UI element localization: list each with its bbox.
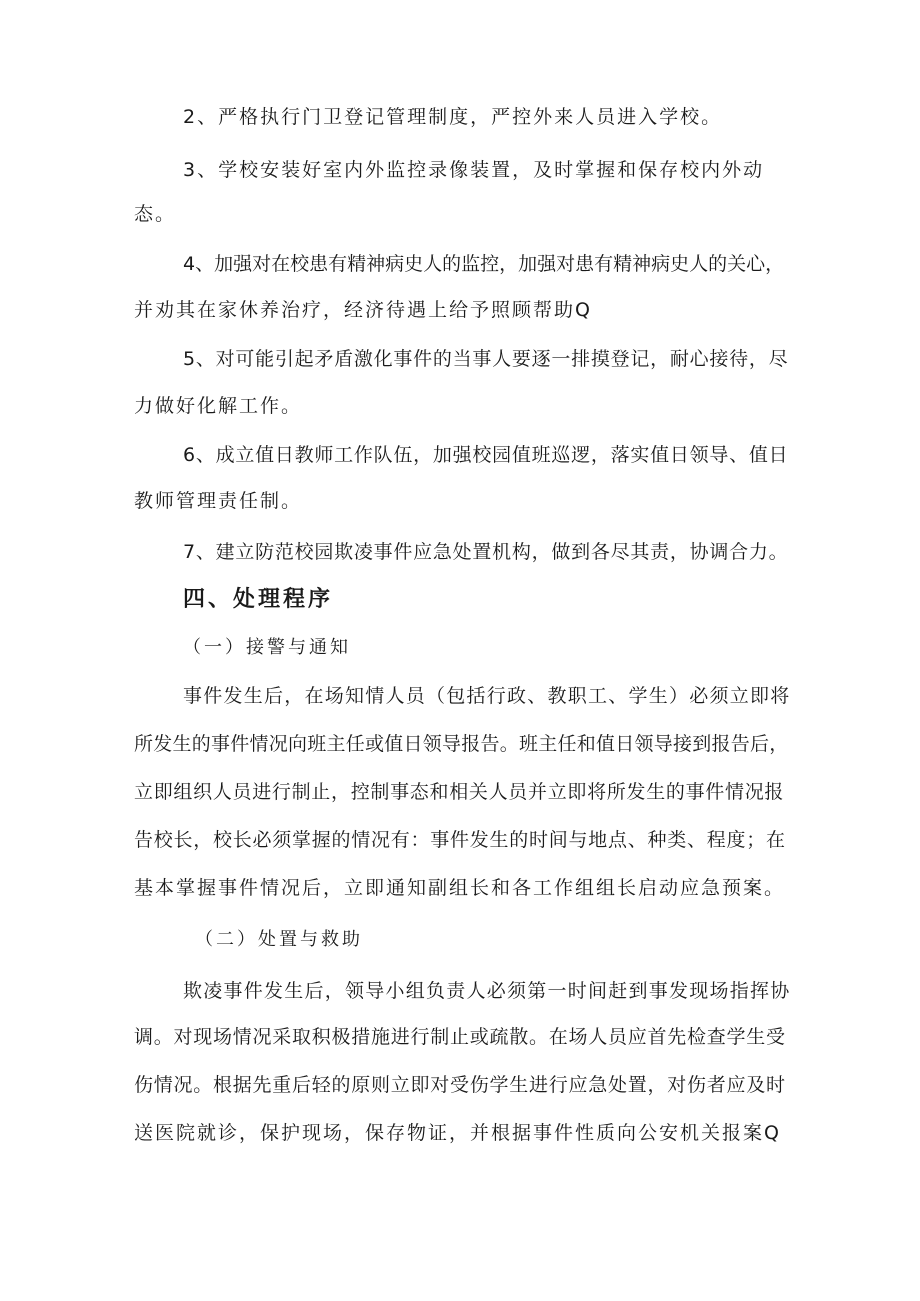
section-heading: 四、处理程序 (183, 587, 334, 612)
item-2: 2、严格执行门卫登记管理制度，严控外来人员进入学校。 (183, 106, 723, 128)
sub2-paragraph-line-2: 调。对现场情况采取积极措施进行制止或疏散。在场人员应首先检查学生受 (134, 1026, 786, 1048)
sub2-paragraph-line-3: 伤情况。根据先重后轻的原则立即对受伤学生进行应急处置，对伤者应及时 (134, 1074, 786, 1096)
sub1-paragraph-line-1: 事件发生后，在场知情人员（包括行政、教职工、学生）必须立即将 (183, 685, 791, 707)
item-6-line-2: 教师管理责任制。 (134, 490, 303, 512)
item-5-line-2: 力做好化解工作。 (134, 395, 303, 417)
sub2-paragraph-line-4: 送医院就诊，保护现场，保存物证，并根据事件性质向公安机关报案Q (134, 1122, 781, 1144)
item-5-line-1: 5、对可能引起矛盾激化事件的当事人要逐一排摸登记，耐心接待，尽 (183, 348, 789, 370)
subsection-2-title: （二）处置与救助 (195, 929, 363, 950)
sub1-paragraph-line-5: 基本掌握事件情况后，立即通知副组长和各工作组组长启动应急预案。 (134, 877, 786, 899)
item-4-line-2: 并劝其在家休养治疗，经济待遇上给予照顾帮助Q (134, 299, 592, 321)
sub1-paragraph-line-3: 立即组织人员进行制止，控制事态和相关人员并立即将所发生的事件情况报 (134, 781, 785, 803)
item-3-line-1: 3、学校安装好室内外监控录像装置，及时掌握和保存校内外动 (183, 159, 765, 181)
item-7: 7、建立防范校园欺凌事件应急处置机构，做到各尽其责，协调合力。 (183, 541, 789, 563)
item-4-line-1: 4、加强对在校患有精神病史人的监控，加强对患有精神病史人的关心， (183, 253, 785, 275)
item-3-line-2: 态。 (134, 203, 177, 225)
subsection-1-title: （一）接警与通知 (183, 637, 351, 658)
item-6-line-1: 6、成立值日教师工作队伍，加强校园值班巡逻，落实值日领导、值日 (183, 444, 789, 466)
sub1-paragraph-line-2: 所发生的事件情况向班主任或值日领导报告。班主任和值日领导接到报告后， (134, 733, 789, 755)
sub2-paragraph-line-1: 欺凌事件发生后，领导小组负责人必须第一时间赶到事发现场指挥协 (183, 980, 791, 1002)
sub1-paragraph-line-4: 告校长，校长必须掌握的情况有：事件发生的时间与地点、种类、程度；在 (134, 829, 786, 851)
